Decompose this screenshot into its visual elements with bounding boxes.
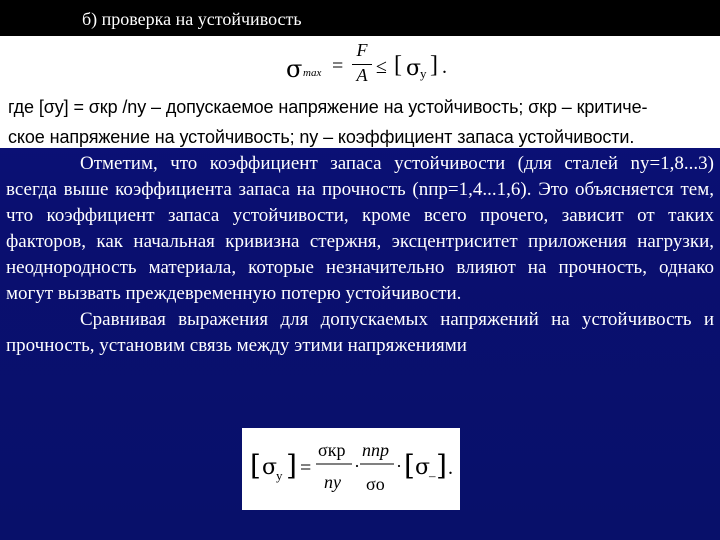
- rf-left-bracket: [: [250, 449, 261, 482]
- rf-numerator-1: σкр: [318, 440, 346, 460]
- rf-sigma: σ: [262, 455, 278, 480]
- formula-right-bracket: ]: [430, 52, 438, 78]
- relation-formula-graphic: [242, 428, 460, 510]
- formula-allowable-subscript: у: [420, 66, 427, 81]
- slide-title: б) проверка на устойчивость: [82, 9, 302, 29]
- rf-dot-2: ·: [396, 456, 402, 476]
- formula-allowable-sigma: σ: [406, 56, 422, 81]
- formula-left-bracket: [: [394, 52, 402, 78]
- rf-period: .: [448, 457, 453, 479]
- definition-text: [8, 92, 714, 152]
- rf-sigma-2-subscript: –: [429, 468, 436, 483]
- rf-denominator-2: σо: [366, 474, 385, 494]
- relation-formula: [242, 428, 460, 510]
- formula-denominator: A: [356, 65, 368, 85]
- rf-numerator-2: nпр: [362, 440, 389, 460]
- definition-line-1: где [σу] = σкр /nу – допускаемое напряжение на устойчивость; σкр – критиче-: [8, 97, 648, 117]
- definition-line-2: ское напряжение на устойчивость; nу – коэффициент запаса устойчивости.: [8, 127, 635, 147]
- paragraph-2-text: Сравнивая выражения для допускаемых напряжений на устойчивость и прочность, установим связь между этими напряжениями: [6, 309, 714, 356]
- rf-sigma-2: σ: [415, 455, 431, 480]
- formula-equals: =: [332, 55, 344, 77]
- formula-sigma-subscript: max: [303, 67, 322, 79]
- rf-sigma-subscript: у: [276, 468, 283, 483]
- paragraph-1-text: Отметим, что коэффициент запаса устойчивости (для сталей nу=1,8...3) всегда выше коэффициента запаса на прочность (nпр=1,4...1,6). Это объясняется тем, что коэффициент запаса устойчивости, кроме всего прочего, зависит от таких факторов, как начальная кривизна стержня, эксцентриситет приложения нагрузки, неоднородность материала, которые незначительно влияют на прочность, однако могут вызвать преждевременную потерю устойчивости.: [6, 153, 714, 304]
- rf-denominator-1: nу: [324, 472, 341, 492]
- rf-dot-1: ·: [354, 456, 360, 476]
- body-text: [6, 151, 714, 359]
- formula-less-equal: ≤: [376, 56, 387, 78]
- rf-right-bracket: ]: [286, 449, 297, 482]
- paragraph-2: [6, 307, 714, 359]
- formula-numerator: F: [356, 40, 368, 60]
- formula-sigma: σ: [286, 55, 303, 83]
- formula-panel: [0, 36, 720, 148]
- rf-equals: =: [300, 457, 312, 479]
- rf-right-bracket-2: ]: [436, 449, 447, 482]
- paragraph-1: [6, 151, 714, 307]
- formula-period: .: [442, 56, 447, 78]
- rf-left-bracket-2: [: [404, 449, 415, 482]
